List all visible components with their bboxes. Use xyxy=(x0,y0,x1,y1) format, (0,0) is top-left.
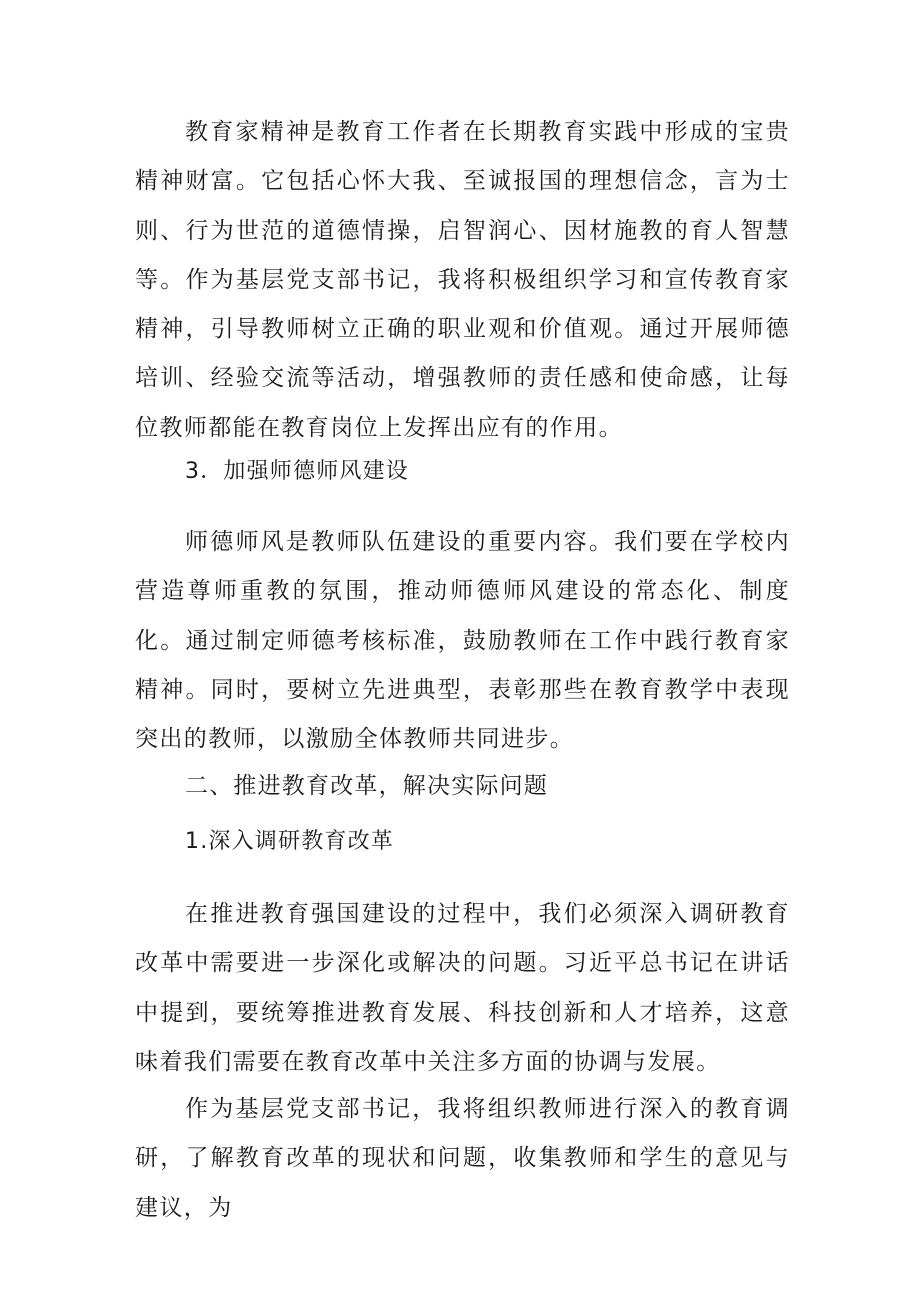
section-heading-education-reform: 二、推进教育改革，解决实际问题 xyxy=(185,773,548,799)
subheading-reform-research: 1.深入调研教育改革 xyxy=(185,829,394,854)
subheading-teacher-ethics: 3．加强师德师风建设 xyxy=(185,459,409,484)
paragraph-educator-spirit: 教育家精神是教育工作者在长期教育实践中形成的宝贵精神财富。它包括心怀大我、至诚报国的理想信念，言为士则、行为世范的道德情操，启智润心、因材施教的育人智慧等。作为基层党支部书记，我将积极组织学习和宣传教育家精神，引导教师树立正确的职业观和价值观。通过开展师德培训、经验交流等活动，增强教师的责任感和使命感，让每位教师都能在教育岗位上发挥出应有的作用。 xyxy=(135,119,790,441)
paragraph-party-secretary-research: 作为基层党支部书记，我将组织教师进行深入的教育调研，了解教育改革的现状和问题，收集教师和学生的意见与建议，为 xyxy=(135,1096,790,1221)
paragraph-reform-research: 在推进教育强国建设的过程中，我们必须深入调研教育改革中需要进一步深化或解决的问题。习近平总书记在讲话中提到，要统筹推进教育发展、科技创新和人才培养，这意味着我们需要在教育改革中关注多方面的协调与发展。 xyxy=(135,901,790,1075)
paragraph-teacher-ethics: 师德师风是教师队伍建设的重要内容。我们要在学校内营造尊师重教的氛围，推动师德师风建设的常态化、制度化。通过制定师德考核标准，鼓励教师在工作中践行教育家精神。同时，要树立先进典型，表彰那些在教育教学中表现突出的教师，以激励全体教师共同进步。 xyxy=(135,529,790,753)
